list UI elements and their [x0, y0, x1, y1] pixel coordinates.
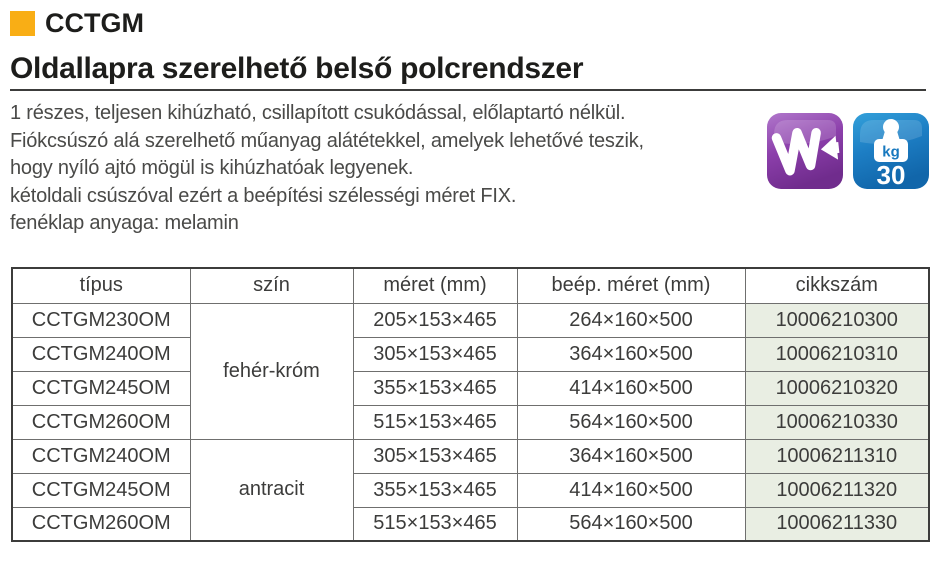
article-number-cell: 10006211320 — [745, 473, 929, 507]
weight-kg-icon — [852, 112, 930, 190]
article-number-cell: 10006211330 — [745, 507, 929, 541]
table-row — [12, 405, 929, 439]
article-number-cell: 10006210320 — [745, 371, 929, 405]
table-row — [12, 439, 929, 473]
table-row — [12, 507, 929, 541]
size-cell: 205×153×465 — [353, 303, 517, 337]
color-cell: fehér-króm — [190, 303, 353, 439]
description-line: Fiókcsúszó alá szerelhető műanyag alátétekkel, amelyek lehetővé teszik, — [10, 129, 644, 152]
product-table-body — [12, 303, 929, 541]
size-cell: 305×153×465 — [353, 439, 517, 473]
col-header-type: típus — [12, 268, 190, 303]
size-cell: 355×153×465 — [353, 473, 517, 507]
built-in-size-cell: 364×160×500 — [517, 439, 745, 473]
table-row — [12, 303, 929, 337]
built-in-size-cell: 564×160×500 — [517, 405, 745, 439]
product-code-title: CCTGM — [45, 8, 144, 38]
page-title: Oldallapra szerelhető belső polcrendszer — [10, 52, 584, 85]
col-header-size: méret (mm) — [353, 268, 517, 303]
table-row — [12, 337, 929, 371]
size-cell: 305×153×465 — [353, 337, 517, 371]
header — [10, 8, 144, 39]
type-cell: CCTGM230OM — [12, 303, 190, 337]
article-number-cell: 10006210300 — [745, 303, 929, 337]
description-line: fenéklap anyaga: melamin — [10, 212, 239, 234]
built-in-size-cell: 564×160×500 — [517, 507, 745, 541]
built-in-size-cell: 414×160×500 — [517, 371, 745, 405]
feature-badges — [766, 112, 930, 190]
col-header-article: cikkszám — [745, 268, 929, 303]
table-header-row — [12, 268, 929, 303]
type-cell: CCTGM240OM — [12, 337, 190, 371]
badge-load-value: 30 — [876, 160, 906, 190]
type-cell: CCTGM240OM — [12, 439, 190, 473]
accent-square-icon — [10, 11, 35, 36]
table-row — [12, 473, 929, 507]
description-line: hogy nyíló ajtó mögül is kihúzhatóak legyenek. — [10, 157, 414, 179]
description-line: 1 részes, teljesen kihúzható, csillapított csukódással, előlaptartó nélkül. — [10, 102, 626, 124]
type-cell: CCTGM260OM — [12, 405, 190, 439]
product-table — [11, 267, 930, 542]
col-header-color: szín — [190, 268, 353, 303]
title-divider — [10, 89, 926, 91]
size-cell: 515×153×465 — [353, 405, 517, 439]
badge-kg-label: kg — [882, 143, 900, 161]
article-number-cell: 10006210330 — [745, 405, 929, 439]
type-cell: CCTGM245OM — [12, 473, 190, 507]
type-cell: CCTGM260OM — [12, 507, 190, 541]
article-number-cell: 10006210310 — [745, 337, 929, 371]
color-cell: antracit — [190, 439, 353, 541]
table-row — [12, 371, 929, 405]
size-cell: 515×153×465 — [353, 507, 517, 541]
type-cell: CCTGM245OM — [12, 371, 190, 405]
built-in-size-cell: 264×160×500 — [517, 303, 745, 337]
soft-close-damper-icon — [766, 112, 844, 190]
table-header — [12, 268, 929, 303]
built-in-size-cell: 364×160×500 — [517, 337, 745, 371]
size-cell: 355×153×465 — [353, 371, 517, 405]
product-description — [10, 100, 758, 238]
description-line: kétoldali csúszóval ezért a beépítési szélességi méret FIX. — [10, 184, 517, 207]
built-in-size-cell: 414×160×500 — [517, 473, 745, 507]
col-header-built-in-size: beép. méret (mm) — [517, 268, 745, 303]
article-number-cell: 10006211310 — [745, 439, 929, 473]
